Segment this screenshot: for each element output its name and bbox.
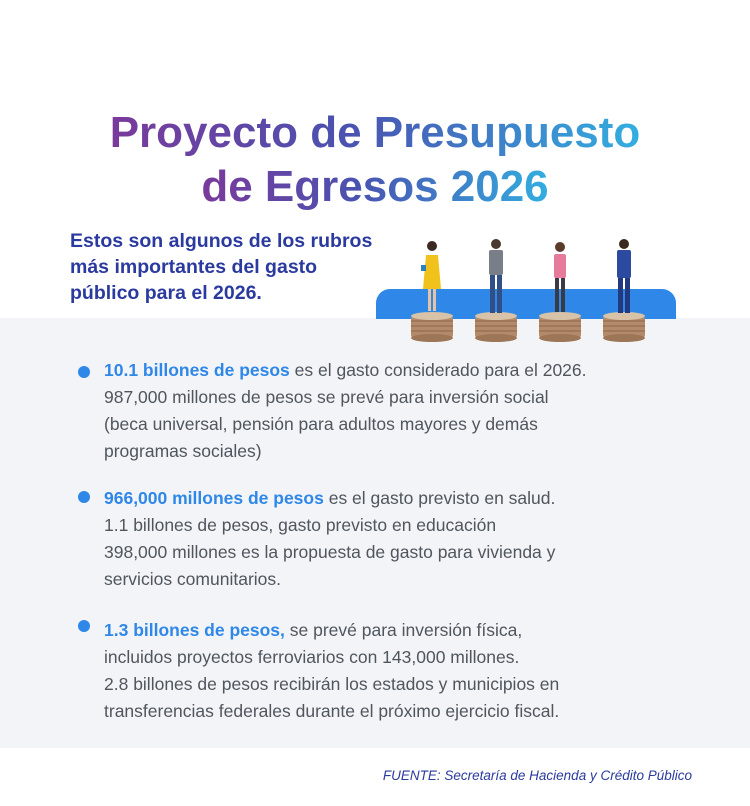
item-line: transferencias federales durante el próximo ejercicio fiscal. (104, 701, 560, 721)
item-highlight: 1.3 billones de pesos, (104, 620, 285, 640)
man-blue-suit-figure-icon (609, 237, 639, 317)
item-line: 2.8 billones de pesos recibirán los estados y municipios en (104, 674, 560, 694)
woman-pink-figure-icon (545, 237, 575, 317)
item-text: se prevé para inversión física, (284, 620, 523, 640)
bullet-icon (78, 620, 90, 632)
item-highlight: 966,000 millones de pesos (104, 488, 324, 508)
man-blue-jeans-figure-icon (481, 237, 511, 317)
item-line: 1.1 billones de pesos, gasto previsto en educación (104, 515, 497, 535)
subtitle-line1: Estos son algunos de los rubros (70, 230, 373, 252)
item-line: 398,000 millones es la propuesta de gasto para vivienda y (104, 542, 556, 562)
page-title-line1: Proyecto de Presupuesto (109, 108, 641, 157)
bullet-icon (78, 366, 90, 378)
subtitle-line3: público para el 2026. (70, 282, 262, 304)
item-line: servicios comunitarios. (104, 569, 281, 589)
item-text: es el gasto considerado para el 2026. (289, 360, 587, 380)
woman-yellow-dress-figure-icon (417, 237, 447, 317)
list-item (104, 485, 704, 593)
item-highlight: 10.1 billones de pesos (104, 360, 290, 380)
item-text: es el gasto previsto en salud. (323, 488, 556, 508)
item-line: (beca universal, pensión para adultos mayores y demás (104, 414, 538, 434)
page-title-line2: de Egresos 2026 (201, 162, 549, 211)
subtitle (70, 228, 430, 306)
bullet-icon (78, 491, 90, 503)
list-item (104, 617, 704, 725)
page-title (0, 106, 750, 214)
list-item (104, 357, 704, 465)
item-line: 987,000 millones de pesos se prevé para inversión social (104, 387, 549, 407)
subtitle-line2: más importantes del gasto (70, 256, 318, 278)
item-line: incluidos proyectos ferroviarios con 143,000 millones. (104, 647, 520, 667)
item-line: programas sociales) (104, 441, 262, 461)
source-note: FUENTE: Secretaría de Hacienda y Crédito Público (382, 768, 692, 783)
